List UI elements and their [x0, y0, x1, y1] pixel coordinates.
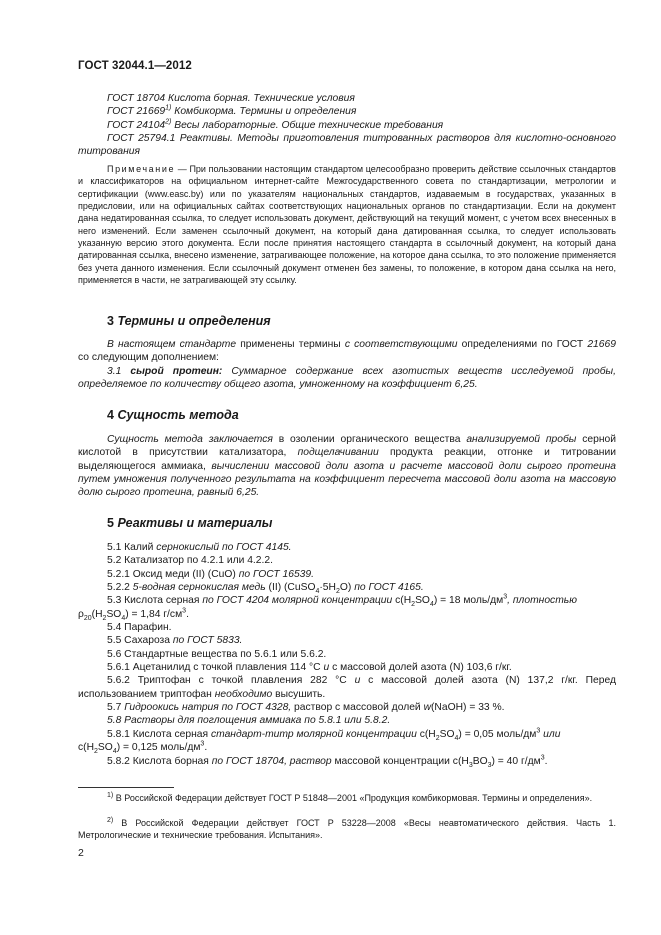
references-list — [78, 92, 616, 158]
definition-3-1: 3.1 сырой протеин: Суммарное содержание всех азотистых веществ исследуемой пробы, определяемое по количеству общего азота, умноженному на коэффициент 6,25. — [78, 366, 616, 391]
note-label: Примечание — [107, 164, 176, 174]
item-5-3: 5.3 Кислота серная по ГОСТ 4204 молярной концентрации $c(H_2SO_4) = 18$ моль/$дм^3$, плотностью — [107, 593, 577, 609]
section-3-paragraph: В настоящем стандарте применены термины с соответствующими определениями по ГОСТ 21669 со следующим дополнением: — [78, 339, 616, 364]
item-5-8: 5.8 Растворы для поглощения аммиака по 5.8.1 или 5.8.2. — [107, 715, 391, 727]
item-5-7: 5.7 Гидроокись натрия по ГОСТ 4328, раствор с массовой долей w(NaOH) = 33 %. — [107, 702, 505, 714]
item-5-5: 5.5 Сахароза по ГОСТ 5833. — [107, 635, 243, 647]
item-5-8-1-cont: $c(H_2SO_4) = 0,125$ моль/$дм^3$. — [78, 740, 208, 756]
page-header: ГОСТ 32044.1—2012 — [78, 60, 192, 72]
item-5-3-cont: $\rho_{20}(H_2SO_4) = 1,84$ $г/см^3$. — [78, 607, 189, 622]
item-5-6: 5.6 Стандартные вещества по 5.6.1 или 5.6.2. — [107, 648, 327, 660]
section-4-heading: 4 Сущность метода — [107, 408, 239, 422]
item-5-6-2: 5.6.2 Триптофан с точкой плавления 282 °С и с массовой долей азота (N) 137,2 г/кг. Перед использованием триптофан необходимо высушить. — [78, 675, 616, 700]
term-crude-protein: сырой протеин: — [130, 366, 223, 377]
footnote-1: $^{1)}$ В Российской Федерации действует ГОСТ Р 51848—2001 «Продукция комбикормовая. Термины и определения». — [107, 792, 593, 803]
item-5-1: 5.1 Калий сернокислый по ГОСТ 4145. — [107, 542, 292, 553]
footnote-2: $^{2)}$ В Российской Федерации действует ГОСТ Р 53228—2008 «Весы неавтоматического действия. Часть 1. Метрологические и технические требования. Испытания». — [78, 817, 616, 841]
section-5-items — [78, 541, 616, 768]
reference-item: ГОСТ 21669$^{1)}$ Комбикорма. Термины и определения — [107, 104, 357, 118]
item-5-8-1: 5.8.1 Кислота серная стандарт-титр молярной концентрации $c(H_2SO_4) = 0,05$ моль/$дм^3$ или — [107, 727, 561, 742]
reference-item: ГОСТ 18704 Кислота борная. Технические условия — [107, 93, 355, 104]
reference-item: ГОСТ 25794.1 Реактивы. Методы приготовления титрованных растворов для кислотно-основного титрования — [78, 132, 616, 158]
item-5-2-2: 5.2.2 5-водная сернокислая медь (II) $(CuSO_4\cdot 5H_2O)$ по ГОСТ 4165. — [107, 582, 424, 596]
section-3-heading: 3 Термины и определения — [107, 314, 271, 328]
item-5-8-2: 5.8.2 Кислота борная по ГОСТ 18704, раствор массовой концентрации $c(H_3BO_3) = 40$ $г/дм^3$. — [107, 754, 548, 769]
footnote-divider — [78, 787, 174, 788]
reference-item: ГОСТ 24104$^{2)}$ Весы лабораторные. Общие технические требования — [107, 118, 444, 131]
note-text: При пользовании настоящим стандартом целесообразно проверить действие ссылочных стандартов и классификаторов на официальном интернет-сайте Межгосударственного совета по стандартизации, метрологии и сертификации (www.easc.by) или по указателям национальных стандартов, издаваемым в государствах, указанных в предисловии, или на официальных сайтах соответствующих национальных органов по стандартизации. Если на документ дана недатированная ссылка, то следует использовать документ, действующий на текущий момент, с учетом всех внесенных в него изменений. Если заменен ссылочный документ, на который дана датированная ссылка, то следует использовать указанную версию этого документа. Если после принятия настоящего стандарта в ссылочный документ, на который дана датированная ссылка, внесено изменение, затрагивающее положение, на которое дана ссылка, то это положение применяется без учета данного изменения. Если ссылочный документ отменен без замены, то положение, в котором дана ссылка на него, применяется в части, не затрагивающей эту ссылку. — [78, 164, 616, 286]
item-5-4: 5.4 Парафин. — [107, 622, 172, 634]
item-5-6-1: 5.6.1 Ацетанилид с точкой плавления 114 °С и с массовой долей азота (N) 103,6 г/кг. — [107, 662, 512, 674]
section-5-heading: 5 Реактивы и материалы — [107, 516, 273, 530]
note-paragraph: Примечание — При пользовании настоящим стандартом целесообразно проверить действие ссылочных стандартов и классификаторов на официальном интернет-сайте Межгосударственного совета по стандартизации, метрологии и сертификации (www.easc.by) или по указателям национальных стандартов, издаваемым в государствах, указанных в предисловии, или на официальных сайтах соответствующих национальных органов по стандартизации. Если на документ дана недатированная ссылка, то следует использовать документ, действующий на текущий момент, с учетом всех внесенных в него изменений. Если заменен ссылочный документ, на который дана датированная ссылка, то следует использовать указанную версию этого документа. Если после принятия настоящего стандарта в ссылочный документ, на который дана датированная ссылка, внесено изменение, затрагивающее положение, на которое дана ссылка, то это положение применяется без учета данного изменения. Если ссылочный документ отменен без замены, то положение, в котором дана ссылка на него, применяется в части, не затрагивающей эту ссылку. — [78, 164, 616, 286]
item-5-2-1: 5.2.1 Оксид меди (II) (CuO) по ГОСТ 16539. — [107, 568, 314, 580]
item-5-2: 5.2 Катализатор по 4.2.1 или 4.2.2. — [107, 555, 273, 567]
section-4-paragraph: Сущность метода заключается в озолении органического вещества анализируемой пробы серной кислотой в присутствии катализатора, подщелачивании продукта реакции, отгонке и титровании выделяющегося аммиака, вычислении массовой доли азота и расчете массовой доли сырого протеина путем умножения полученного результата на коэффициент пересчета массовой доли азота на массовую долю сырого протеина, равный 6,25. — [78, 434, 616, 499]
page-number: 2 — [78, 847, 84, 859]
